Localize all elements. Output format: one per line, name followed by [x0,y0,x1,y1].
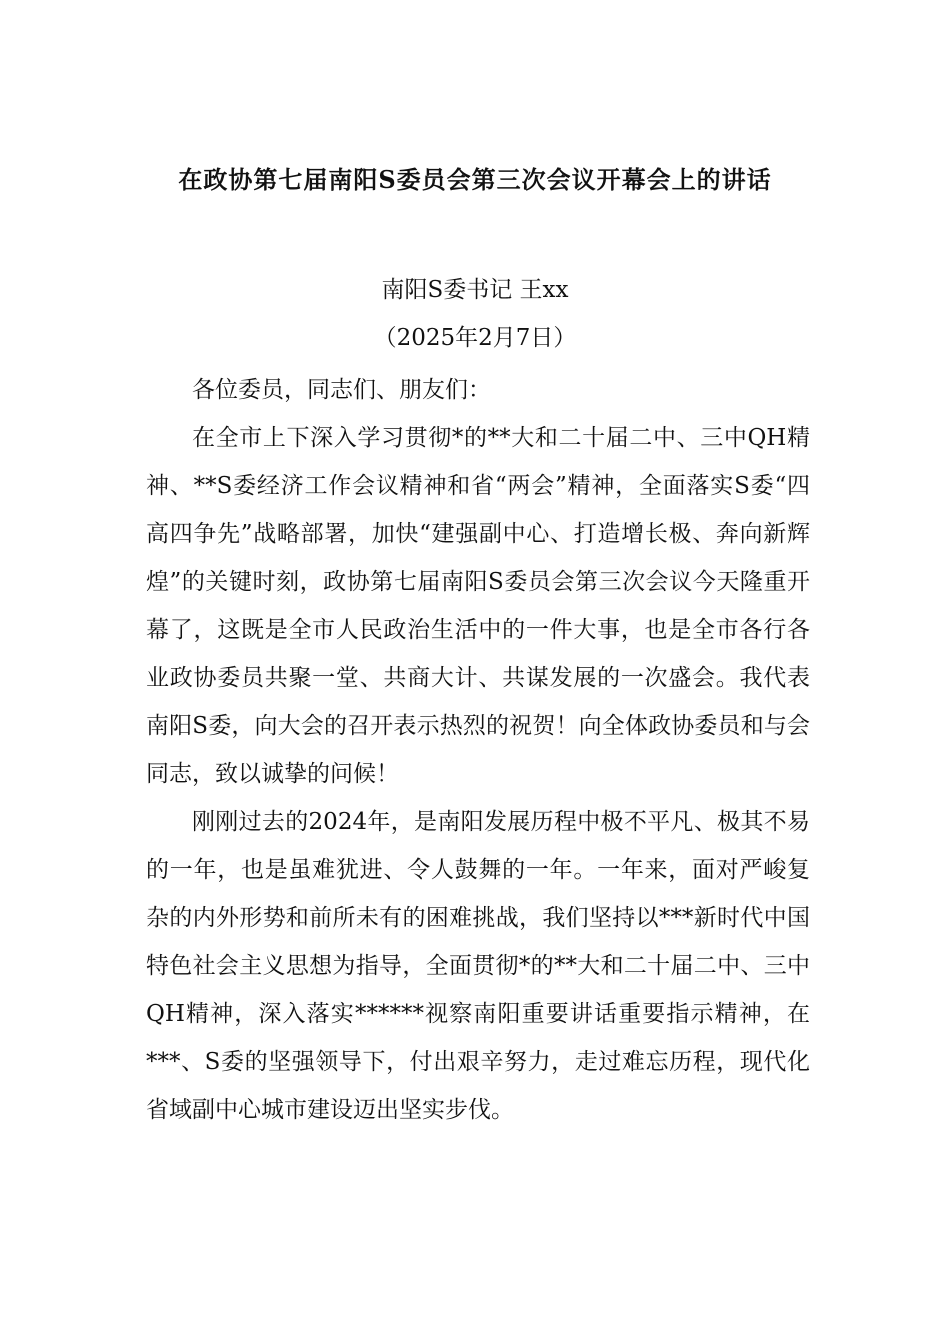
speech-body [146,366,810,1134]
paragraph-2: 刚刚过去的2024年，是南阳发展历程中极不平凡、极其不易的一年，也是虽难犹进、令人鼓舞的一年。一年来，面对严峻复杂的内外形势和前所未有的困难挑战，我们坚持以***新时代中国特色社会主义思想为指导，全面贯彻*的**大和二十届二中、三中QH精神，深入落实******视察南阳重要讲话重要指示精神，在***、S委的坚强领导下，付出艰辛努力，走过难忘历程，现代化省域副中心城市建设迈出坚实步伐。 [146,809,810,1123]
salutation: 各位委员，同志们、朋友们： [192,377,491,403]
document-title: 在政协第七届南阳S委员会第三次会议开幕会上的讲话 [178,165,772,194]
date-line: （2025年2月7日） [373,325,577,351]
author-line: 南阳S委书记 王xx [381,277,569,303]
paragraph-1: 在全市上下深入学习贯彻*的**大和二十届二中、三中QH精神、**S委经济工作会议精神和省“两会”精神，全面落实S委“四高四争先”战略部署，加快“建强副中心、打造增长极、奔向新辉煌”的关键时刻，政协第七届南阳S委员会第三次会议今天隆重开幕了，这既是全市人民政治生活中的一件大事，也是全市各行各业政协委员共聚一堂、共商大计、共谋发展的一次盛会。我代表南阳S委，向大会的召开表示热烈的祝贺！向全体政协委员和与会同志，致以诚挚的问候！ [146,425,810,787]
